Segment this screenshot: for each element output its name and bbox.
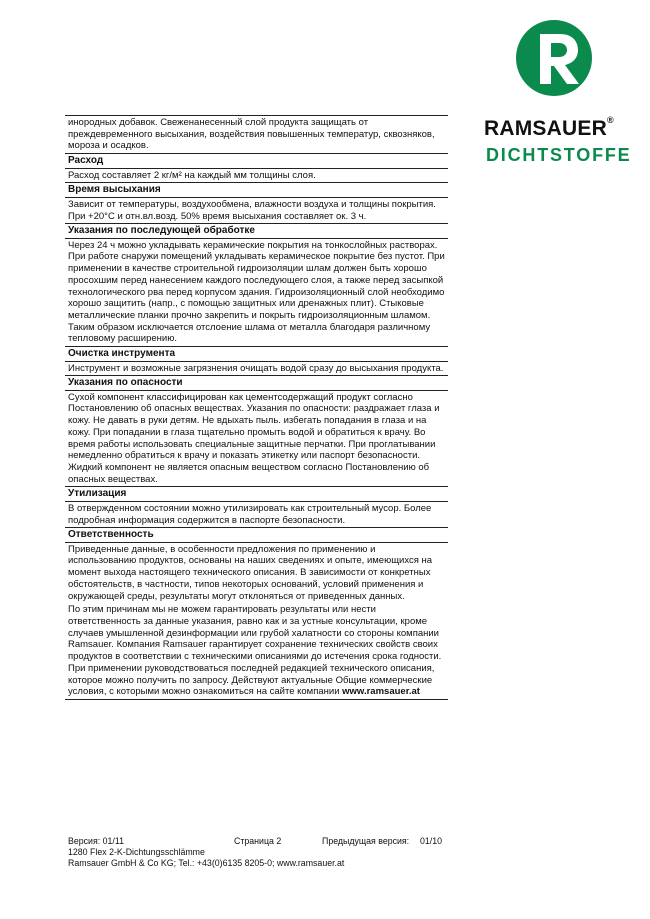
brand-text: RAMSAUER bbox=[484, 117, 607, 140]
section-title: Время высыхания bbox=[65, 183, 448, 198]
ramsauer-r-emblem-icon bbox=[516, 20, 592, 96]
company-logo bbox=[484, 18, 634, 163]
bottom-divider bbox=[65, 699, 448, 700]
product-name: 1280 Flex 2-K-Dichtungsschlämme bbox=[68, 847, 205, 857]
section-text bbox=[65, 603, 448, 699]
section-title: Указания по последующей обработке bbox=[65, 224, 448, 239]
section-title: Расход bbox=[65, 154, 448, 169]
registered-mark: ® bbox=[606, 115, 614, 125]
brand-subtitle: DICHTSTOFFE bbox=[486, 145, 632, 165]
section-text: Инструмент и возможные загрязнения очищать водой сразу до высыхания продукта. bbox=[68, 362, 444, 374]
brand-name bbox=[484, 117, 634, 141]
section-disposal bbox=[65, 486, 448, 527]
section-text: Приведенные данные, в особенности предложения по применению и использованию продуктов, основаны на наших сведениях и опыте, имеющихся на момент выхода настоящего технического описания. В зависимости от конкретных обстоятельств, в частности, типов некоторых оснований, условий применения и окружающей среды, результаты могут отклоняться от приведенных данных. bbox=[68, 543, 433, 602]
page-footer bbox=[68, 836, 468, 869]
section-text: В отвержденном состоянии можно утилизировать как строительный мусор. Более подробная информация содержится в паспорте безопасности. bbox=[68, 502, 432, 526]
section-further-processing bbox=[65, 223, 448, 346]
section-text: Зависит от температуры, воздухообмена, влажности воздуха и толщины покрытия. При +20°C и отн.вл.возд. 50% время высыхания составляет ок. 3 ч. bbox=[68, 198, 436, 222]
section-consumption bbox=[65, 153, 448, 182]
section-text: Расход составляет 2 кг/м² на каждый мм толщины слоя. bbox=[68, 169, 316, 181]
website-link[interactable]: www.ramsauer.at bbox=[342, 686, 420, 698]
page-number: Страница 2 bbox=[234, 836, 282, 846]
company-contact: Ramsauer GmbH & Co KG; Tel.: +43(0)6135 8205-0; www.ramsauer.at bbox=[68, 858, 345, 868]
section-hazard-notes bbox=[65, 375, 448, 486]
section-title: Очистка инструмента bbox=[65, 347, 448, 362]
document-body bbox=[65, 115, 448, 700]
previous-version-label: Предыдущая версия: bbox=[322, 836, 410, 846]
section-text: Сухой компонент классифицирован как цементсодержащий продукт согласно Постановлению об опасных веществах. Указания по опасности: раздражает глаза и кожу. Не давать в руки детям. Не вдыхать пыль. избегать попадания в глаза и на кожу. При попадании в глаза тщательно промыть водой и обратиться к врачу. Во время работы использовать специальные защитные перчатки. При проглатывании немедленно обратиться к врачу и показать этикетку или паспорт безопасности. Жидкий компонент не является опасным веществом согласно Постановлению об опасных веществах. bbox=[68, 391, 440, 485]
previous-version-value: 01/10 bbox=[420, 836, 443, 846]
section-liability bbox=[65, 527, 448, 699]
section-tool-cleaning bbox=[65, 346, 448, 375]
section-text: Через 24 ч можно укладывать керамические покрытия на тонкослойных растворах. При работе снаружи помещений укладывать керамическое покрытие без пустот. При применении в качестве строительной гидроизоляции шлам должен быть хорошо просохшим перед нанесением каждого последующего слоя, а также перед засыпкой технологического рва перед корпусом здания. Гидроизоляционный слой необходимо хорошо защитить (напр., с помощью защитных или дренажных плит). Стыковые металлические планки прочно закрепить и покрыть гидроизоляционным шламом. Таким образом исключается отслоение шлама от металла благодаря различному тепловому расширению. bbox=[68, 239, 445, 345]
version-label: Версия: 01/11 bbox=[68, 836, 124, 846]
section-title: Утилизация bbox=[65, 487, 448, 502]
section-title: Указания по опасности bbox=[65, 376, 448, 391]
liability-text: По этим причинам мы не можем гарантировать результаты или нести ответственность за данные указания, равно как и за устные консультации, кроме случаев умышленной дезинформации или грубой халатности со стороны компании Ramsauer. Компания Ramsauer гарантирует сохранение технических свойств своих продуктов в соответствии с техническими описаниями до истечения срока годности. При применении руководствоваться последней редакцией технического описания, которое можно получить по запросу. Действуют актуальные Общие коммерческие условия, с которыми можно ознакомиться на сайте компании bbox=[68, 604, 442, 698]
section-drying-time bbox=[65, 182, 448, 223]
footer-meta-row bbox=[68, 836, 468, 847]
intro-paragraph: инородных добавок. Свеженанесенный слой продукта защищать от преждевременного высыхания, воздействия повышенных температур, сквозняков, мороза и осадков. bbox=[65, 115, 448, 153]
section-title: Ответственность bbox=[65, 528, 448, 543]
